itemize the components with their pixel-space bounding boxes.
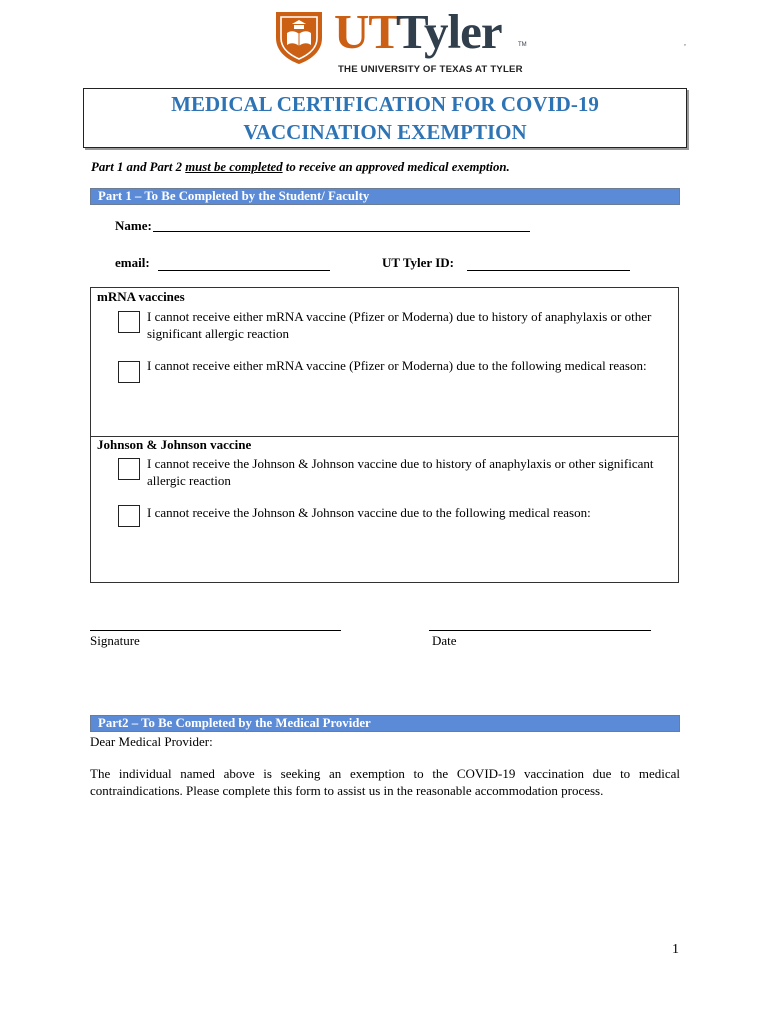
part1-header: Part 1 – To Be Completed by the Student/ Faculty	[90, 188, 680, 205]
mrna-medical-reason-checkbox[interactable]	[118, 361, 140, 383]
jj-medical-reason-option-label: I cannot receive the Johnson & Johnson vaccine due to the following medical reason:	[147, 505, 591, 520]
corner-mark: ,	[684, 38, 686, 47]
jj-anaphylaxis-option-label: I cannot receive the Johnson & Johnson vaccine due to history of anaphylaxis or other significant allergic reaction	[147, 456, 654, 488]
signature-field[interactable]	[90, 630, 341, 631]
jj-vaccine-title: Johnson & Johnson vaccine	[97, 437, 252, 452]
intro-instruction	[91, 160, 510, 175]
signature-label: Signature	[90, 633, 140, 648]
mrna-anaphylaxis-option-label: I cannot receive either mRNA vaccine (Pfizer or Moderna) due to history of anaphylaxis or other significant allergic reaction	[147, 309, 652, 341]
date-field[interactable]	[429, 630, 651, 631]
ut-tyler-id-field[interactable]	[467, 270, 630, 271]
ut-tyler-id-label: UT Tyler ID:	[382, 255, 454, 270]
intro-text-after: to receive an approved medical exemption.	[282, 160, 510, 174]
logo-trademark: TM	[518, 42, 527, 48]
intro-text-before: Part 1 and Part 2	[91, 160, 186, 174]
date-label: Date	[432, 633, 457, 648]
logo-wordmark-tyler: Tyler	[396, 4, 502, 59]
mrna-anaphylaxis-checkbox[interactable]	[118, 311, 140, 333]
name-label: Name:	[115, 218, 152, 233]
part2-header: Part2 – To Be Completed by the Medical Provider	[90, 715, 680, 732]
page-number: 1	[672, 942, 679, 957]
document-title-line-1: MEDICAL CERTIFICATION FOR COVID-19	[171, 92, 599, 116]
name-field[interactable]	[153, 231, 530, 232]
mrna-vaccines-title: mRNA vaccines	[97, 289, 185, 304]
document-title-line-2: VACCINATION EXEMPTION	[243, 120, 527, 144]
jj-anaphylaxis-checkbox[interactable]	[118, 458, 140, 480]
intro-emphasis: must be completed	[185, 160, 283, 174]
email-label: email:	[115, 255, 150, 270]
jj-medical-reason-checkbox[interactable]	[118, 505, 140, 527]
ut-tyler-seal-logo	[270, 8, 328, 66]
email-field[interactable]	[158, 270, 330, 271]
logo-subtitle: THE UNIVERSITY OF TEXAS AT TYLER	[338, 64, 523, 75]
provider-instructions: The individual named above is seeking an exemption to the COVID-19 vaccination due to medical contraindications. Please complete this form to assist us in the reasonable accommodation process.	[90, 766, 680, 798]
provider-greeting: Dear Medical Provider:	[90, 734, 213, 749]
mrna-medical-reason-option-label: I cannot receive either mRNA vaccine (Pfizer or Moderna) due to the following medical reason:	[147, 358, 647, 373]
logo-wordmark-ut: UT	[334, 4, 401, 59]
